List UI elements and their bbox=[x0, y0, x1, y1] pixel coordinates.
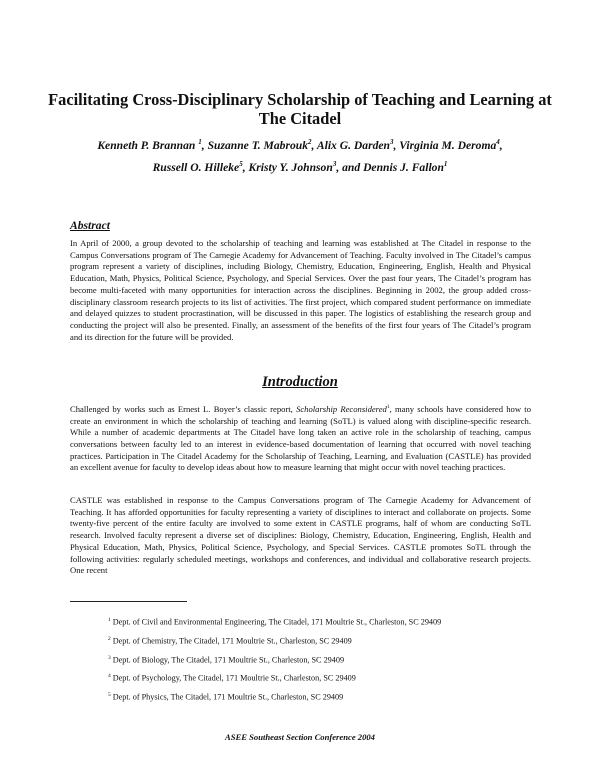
introduction-paragraph-2: CASTLE was established in response to the Campus Conversations program of The Carnegie Academy for Advancement of Teaching. It has afforded opportunities for faculty representing a variety of disciplines to interact and collaborate on projects. Some twenty-five percent of the entire faculty are involved to some extent in CASTLE programs, half of whom are conducting SoTL research. Involved faculty represent a diverse set of disciplines: Biology, Chemistry, Education, Engineering, English, Health and Physical Education, Math, Physics, Political Science, Psychology, and Special Services. CASTLE promotes SoTL through the following activities: regularly scheduled meetings, workshops and conferences, and individual and collaborative research projects. One recent bbox=[70, 495, 531, 576]
author: Suzanne T. Mabrouk$^2$, bbox=[207, 138, 317, 152]
citation-marker: 1 bbox=[386, 404, 390, 410]
paper-title: Facilitating Cross-Disciplinary Scholarship of Teaching and Learning at The Citadel bbox=[48, 90, 552, 128]
author: Kenneth P. Brannan $^1$, bbox=[97, 138, 208, 152]
abstract-text: In April of 2000, a group devoted to the scholarship of teaching and learning was established at The Citadel in response to the Campus Conversations program of The Carnegie Academy for Advancement of Teaching. Faculty involved in The Citadel’s campus program represent a variety of disciplines, including Biology, Chemistry, Education, Engineering, English, Health and Physical Education, Math, Physics, Political Science, Psychology, and Special Services. Over the past four years, The Citadel’s program has become multi-faceted with many opportunities for interaction across the disciplines. Beginning in 2002, the group added cross-disciplinary classroom research projects to its list of activities. The first project, which compared student performance on immediate and delayed quizzes to student procrastination, will be discussed in this paper. The logistics of establishing the research group and conducting the project will also be presented. Finally, an assessment of the benefits of the first four years of The Citadel’s program and its direction for the future will be provided. bbox=[70, 238, 531, 342]
author: Alix G. Darden$^3$, bbox=[316, 138, 400, 152]
abstract-heading: Abstract bbox=[70, 219, 110, 232]
footnote: $^2$ Dept. of Chemistry, The Citadel, 171 Moultrie St., Charleston, SC 29409 bbox=[108, 635, 352, 646]
footnote: $^1$ Dept. of Civil and Environmental Engineering, The Citadel, 171 Moultrie St., Charleston, SC 29409 bbox=[108, 617, 442, 627]
footnote-list bbox=[108, 615, 528, 709]
introduction-heading: Introduction bbox=[262, 374, 338, 390]
introduction-paragraph-1: Challenged by works such as Ernest L. Boyer’s classic report, Scholarship Reconsidered$^1$, many schools have considered how to create an environment in which the scholarship of teaching and learning (SoTL) is valued along with discipline-specific research. While a number of academic departments at The Citadel have long taken an active role in the scholarship of teaching, campus conversations between faculty led to an interest in evidence-based documentation of learning that occurred with novel teaching practices. Participation in The Citadel Academy for the Scholarship of Teaching, Learning, and Evaluation (CASTLE) has provided an excellent avenue for faculty to develop ideas about how to measure learning that might occur with novel teaching practices. bbox=[70, 403, 531, 473]
footnote: $^3$ Dept. of Biology, The Citadel, 171 Moultrie St., Charleston, SC 29409 bbox=[108, 654, 345, 665]
page-footer: ASEE Southeast Section Conference 2004 bbox=[225, 732, 375, 742]
author: Virginia M. Deroma$^4$, bbox=[399, 138, 503, 152]
author-list bbox=[40, 133, 560, 177]
author: Dennis J. Fallon$^1$ bbox=[363, 159, 448, 174]
footnote: $^5$ Dept. of Physics, The Citadel, 171 Moultrie St., Charleston, SC 29409 bbox=[108, 692, 344, 702]
cited-title: Scholarship Reconsidered bbox=[296, 403, 387, 414]
author: Russell O. Hilleke$^5$, bbox=[152, 159, 249, 174]
footnote: $^4$ Dept. of Psychology, The Citadel, 171 Moultrie St., Charleston, SC 29409 bbox=[108, 673, 356, 684]
author: Kristy Y. Johnson$^3$, and bbox=[248, 159, 364, 174]
footnote-separator bbox=[70, 601, 187, 602]
